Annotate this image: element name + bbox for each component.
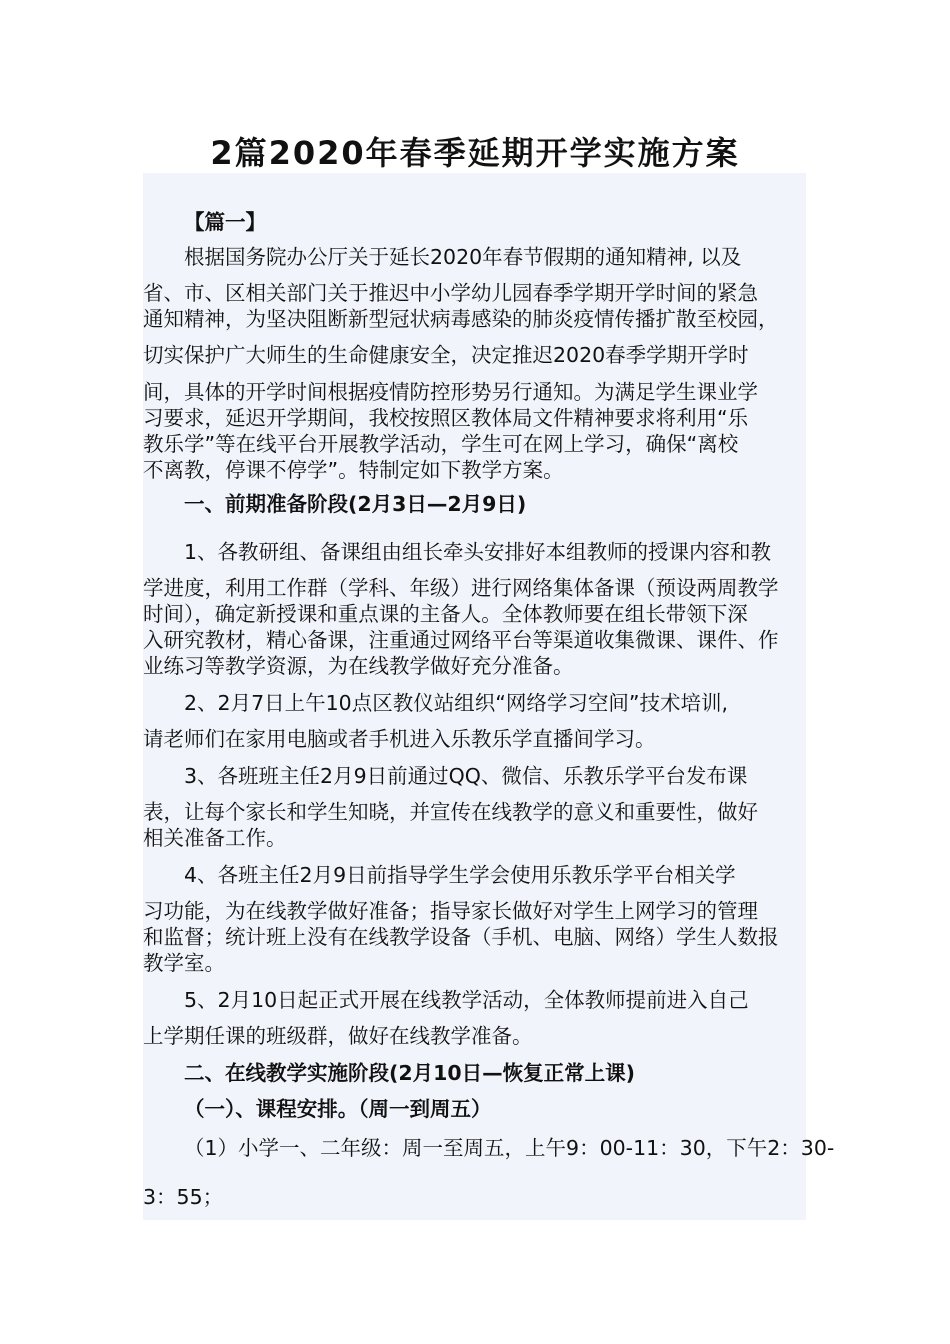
text-line: 相关准备工作。 bbox=[143, 826, 287, 850]
text-line: 4、各班主任2月9日前指导学生学会使用乐教乐学平台相关学 bbox=[184, 863, 736, 887]
subsection-heading: 二、在线教学实施阶段(2月10日—恢复正常上课) bbox=[184, 1061, 636, 1085]
text-line: 不离教，停课不停学”。特制定如下教学方案。 bbox=[143, 458, 564, 482]
text-line: 切实保护广大师生的生命健康安全，决定推迟2020春季学期开学时 bbox=[143, 343, 749, 367]
text-line: 请老师们在家用电脑或者手机进入乐教乐学直播间学习。 bbox=[143, 727, 656, 751]
text-line: 根据国务院办公厅关于延长2020年春节假期的通知精神, 以及 bbox=[184, 245, 742, 269]
text-line: 上学期任课的班级群，做好在线教学准备。 bbox=[143, 1024, 533, 1048]
text-line: 学进度，利用工作群（学科、年级）进行网络集体备课（预设两周教学 bbox=[143, 576, 779, 600]
text-line: 时间），确定新授课和重点课的主备人。全体教师要在组长带领下深 bbox=[143, 602, 748, 626]
text-line: 教乐学”等在线平台开展教学活动，学生可在网上学习，确保“离校 bbox=[143, 432, 739, 456]
text-line: 1、各教研组、备课组由组长牵头安排好本组教师的授课内容和教 bbox=[184, 540, 772, 564]
text-line: 表，让每个家长和学生知晓，并宣传在线教学的意义和重要性，做好 bbox=[143, 800, 758, 824]
text-line: 3：55； bbox=[143, 1185, 224, 1209]
text-line: 3、各班班主任2月9日前通过QQ、微信、乐教乐学平台发布课 bbox=[184, 764, 748, 788]
section-heading: 【篇一】 bbox=[184, 210, 266, 234]
subsection-heading: 一、前期准备阶段(2月3日—2月9日) bbox=[184, 492, 527, 516]
text-line: 入研究教材，精心备课，注重通过网络平台等渠道收集微课、课件、作 bbox=[143, 628, 779, 652]
document-body bbox=[143, 173, 835, 1220]
text-line: 通知精神，为坚决阻断新型冠状病毒感染的肺炎疫情传播扩散至校园， bbox=[143, 307, 779, 331]
text-line: 和监督；统计班上没有在线教学设备（手机、电脑、网络）学生人数报 bbox=[143, 925, 779, 949]
text-line: （1）小学一、二年级：周一至周五，上午9：00-11：30，下午2：30- bbox=[184, 1136, 835, 1160]
text-line: 教学室。 bbox=[143, 951, 225, 975]
text-line: 习功能，为在线教学做好准备；指导家长做好对学生上网学习的管理 bbox=[143, 899, 758, 923]
text-line: 业练习等教学资源，为在线教学做好充分准备。 bbox=[143, 654, 574, 678]
subsection-heading: （一）、课程安排。（周一到周五） bbox=[184, 1097, 492, 1121]
text-line: 间，具体的开学时间根据疫情防控形势另行通知。为满足学生课业学 bbox=[143, 380, 758, 404]
text-line: 习要求，延迟开学期间，我校按照区教体局文件精神要求将利用“乐 bbox=[143, 406, 749, 430]
text-line: 2、2月7日上午10点区教仪站组织“网络学习空间”技术培训, bbox=[184, 691, 728, 715]
text-line: 5、2月10日起正式开展在线教学活动，全体教师提前进入自己 bbox=[184, 988, 749, 1012]
document-title: 2篇2020年春季延期开学实施方案 bbox=[210, 134, 740, 172]
text-line: 省、市、区相关部门关于推迟中小学幼儿园春季学期开学时间的紧急 bbox=[143, 281, 758, 305]
